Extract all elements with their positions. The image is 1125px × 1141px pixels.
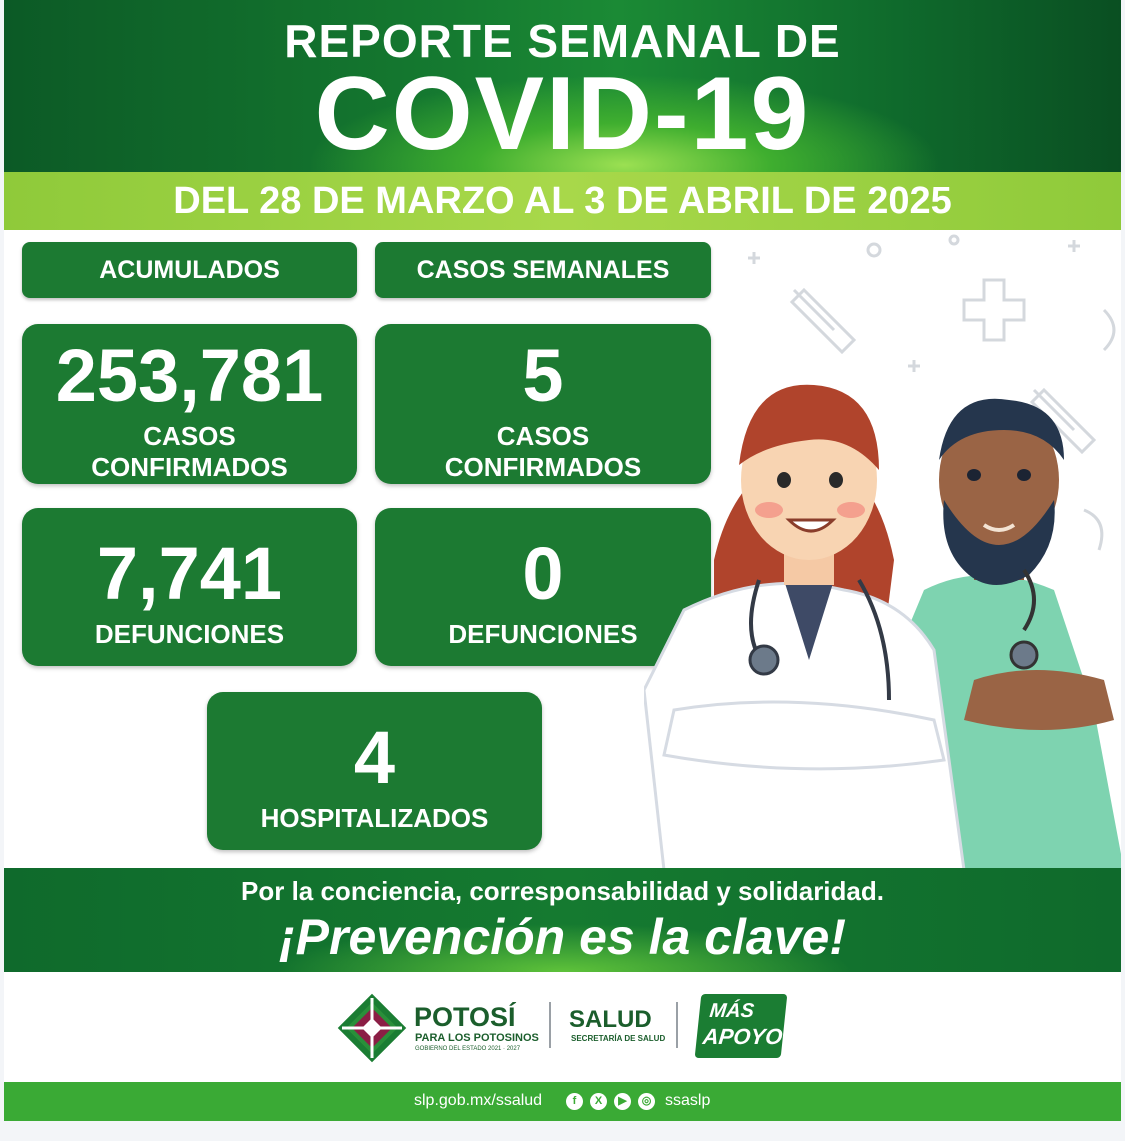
mas-apoyo-line2: APOYO: [701, 1024, 784, 1049]
slogan-line2: ¡Prevención es la clave!: [279, 909, 846, 965]
slogan-line1: Por la conciencia, corresponsabilidad y solidaridad.: [241, 876, 884, 906]
logo-divider-2: [676, 1002, 678, 1048]
header-title-line1: REPORTE SEMANAL DE: [284, 15, 841, 67]
slogan-band: [4, 868, 1121, 972]
hospitalized-label: HOSPITALIZADOS: [260, 803, 489, 833]
syringe-icon: [792, 290, 854, 352]
accumulated-confirmed-card: [22, 324, 357, 484]
female-doctor-figure: [644, 385, 964, 870]
header-banner: [4, 0, 1121, 172]
weekly-confirmed-value: 5: [522, 334, 564, 417]
accumulated-confirmed-label-1: CASOS: [143, 421, 236, 451]
header-title-line2: COVID-19: [314, 56, 811, 172]
accumulated-deaths-value: 7,741: [96, 532, 283, 615]
weekly-deaths-label: DEFUNCIONES: [448, 619, 638, 649]
accumulated-confirmed-label-2: CONFIRMADOS: [91, 452, 288, 482]
salud-logo-sub: SECRETARÍA DE SALUD: [571, 1034, 666, 1043]
mas-apoyo-line1: MÁS: [708, 1000, 756, 1022]
weekly-confirmed-label-1: CASOS: [496, 421, 590, 451]
hospitalized-card: [207, 692, 542, 850]
date-range-text: DEL 28 DE MARZO AL 3 DE ABRIL DE 2025: [173, 180, 952, 222]
accumulated-confirmed-value: 253,781: [55, 334, 324, 417]
accumulated-deaths-card: [22, 508, 357, 666]
logo-divider: [549, 1002, 551, 1048]
logos-area: [4, 972, 1121, 1082]
bubble-icon: [868, 244, 880, 256]
potosi-logo-sub2: GOBIERNO DEL ESTADO 2021 · 2027: [415, 1046, 521, 1052]
social-handle[interactable]: ssaslp: [665, 1092, 711, 1109]
health-workers-illustration: [644, 350, 1121, 870]
youtube-icon[interactable]: ▶: [614, 1093, 631, 1110]
potosi-logo-text: POTOSÍ: [414, 1002, 516, 1032]
instagram-icon[interactable]: ◎: [638, 1093, 655, 1110]
website-link[interactable]: slp.gob.mx/ssalud: [414, 1092, 543, 1109]
date-range-band: [4, 172, 1121, 230]
medical-cross-icon: [964, 280, 1024, 340]
covid-report-poster: [4, 0, 1121, 1121]
accumulated-deaths-label: DEFUNCIONES: [94, 619, 285, 649]
x-icon[interactable]: X: [590, 1093, 607, 1110]
potosi-logo-sub1: PARA LOS POTOSINOS: [415, 1032, 539, 1044]
facebook-icon[interactable]: f: [566, 1093, 583, 1110]
hospitalized-value: 4: [353, 716, 396, 799]
weekly-cases-label: CASOS SEMANALES: [375, 242, 711, 298]
bottom-contact-bar: [4, 1082, 1121, 1121]
weekly-confirmed-label-2: CONFIRMADOS: [444, 452, 642, 482]
potosi-emblem-icon: [334, 990, 410, 1066]
weekly-deaths-value: 0: [522, 532, 564, 615]
mas-apoyo-logo: [695, 994, 788, 1058]
accumulated-label: ACUMULADOS: [22, 242, 357, 298]
salud-logo-text: SALUD: [569, 1006, 652, 1033]
